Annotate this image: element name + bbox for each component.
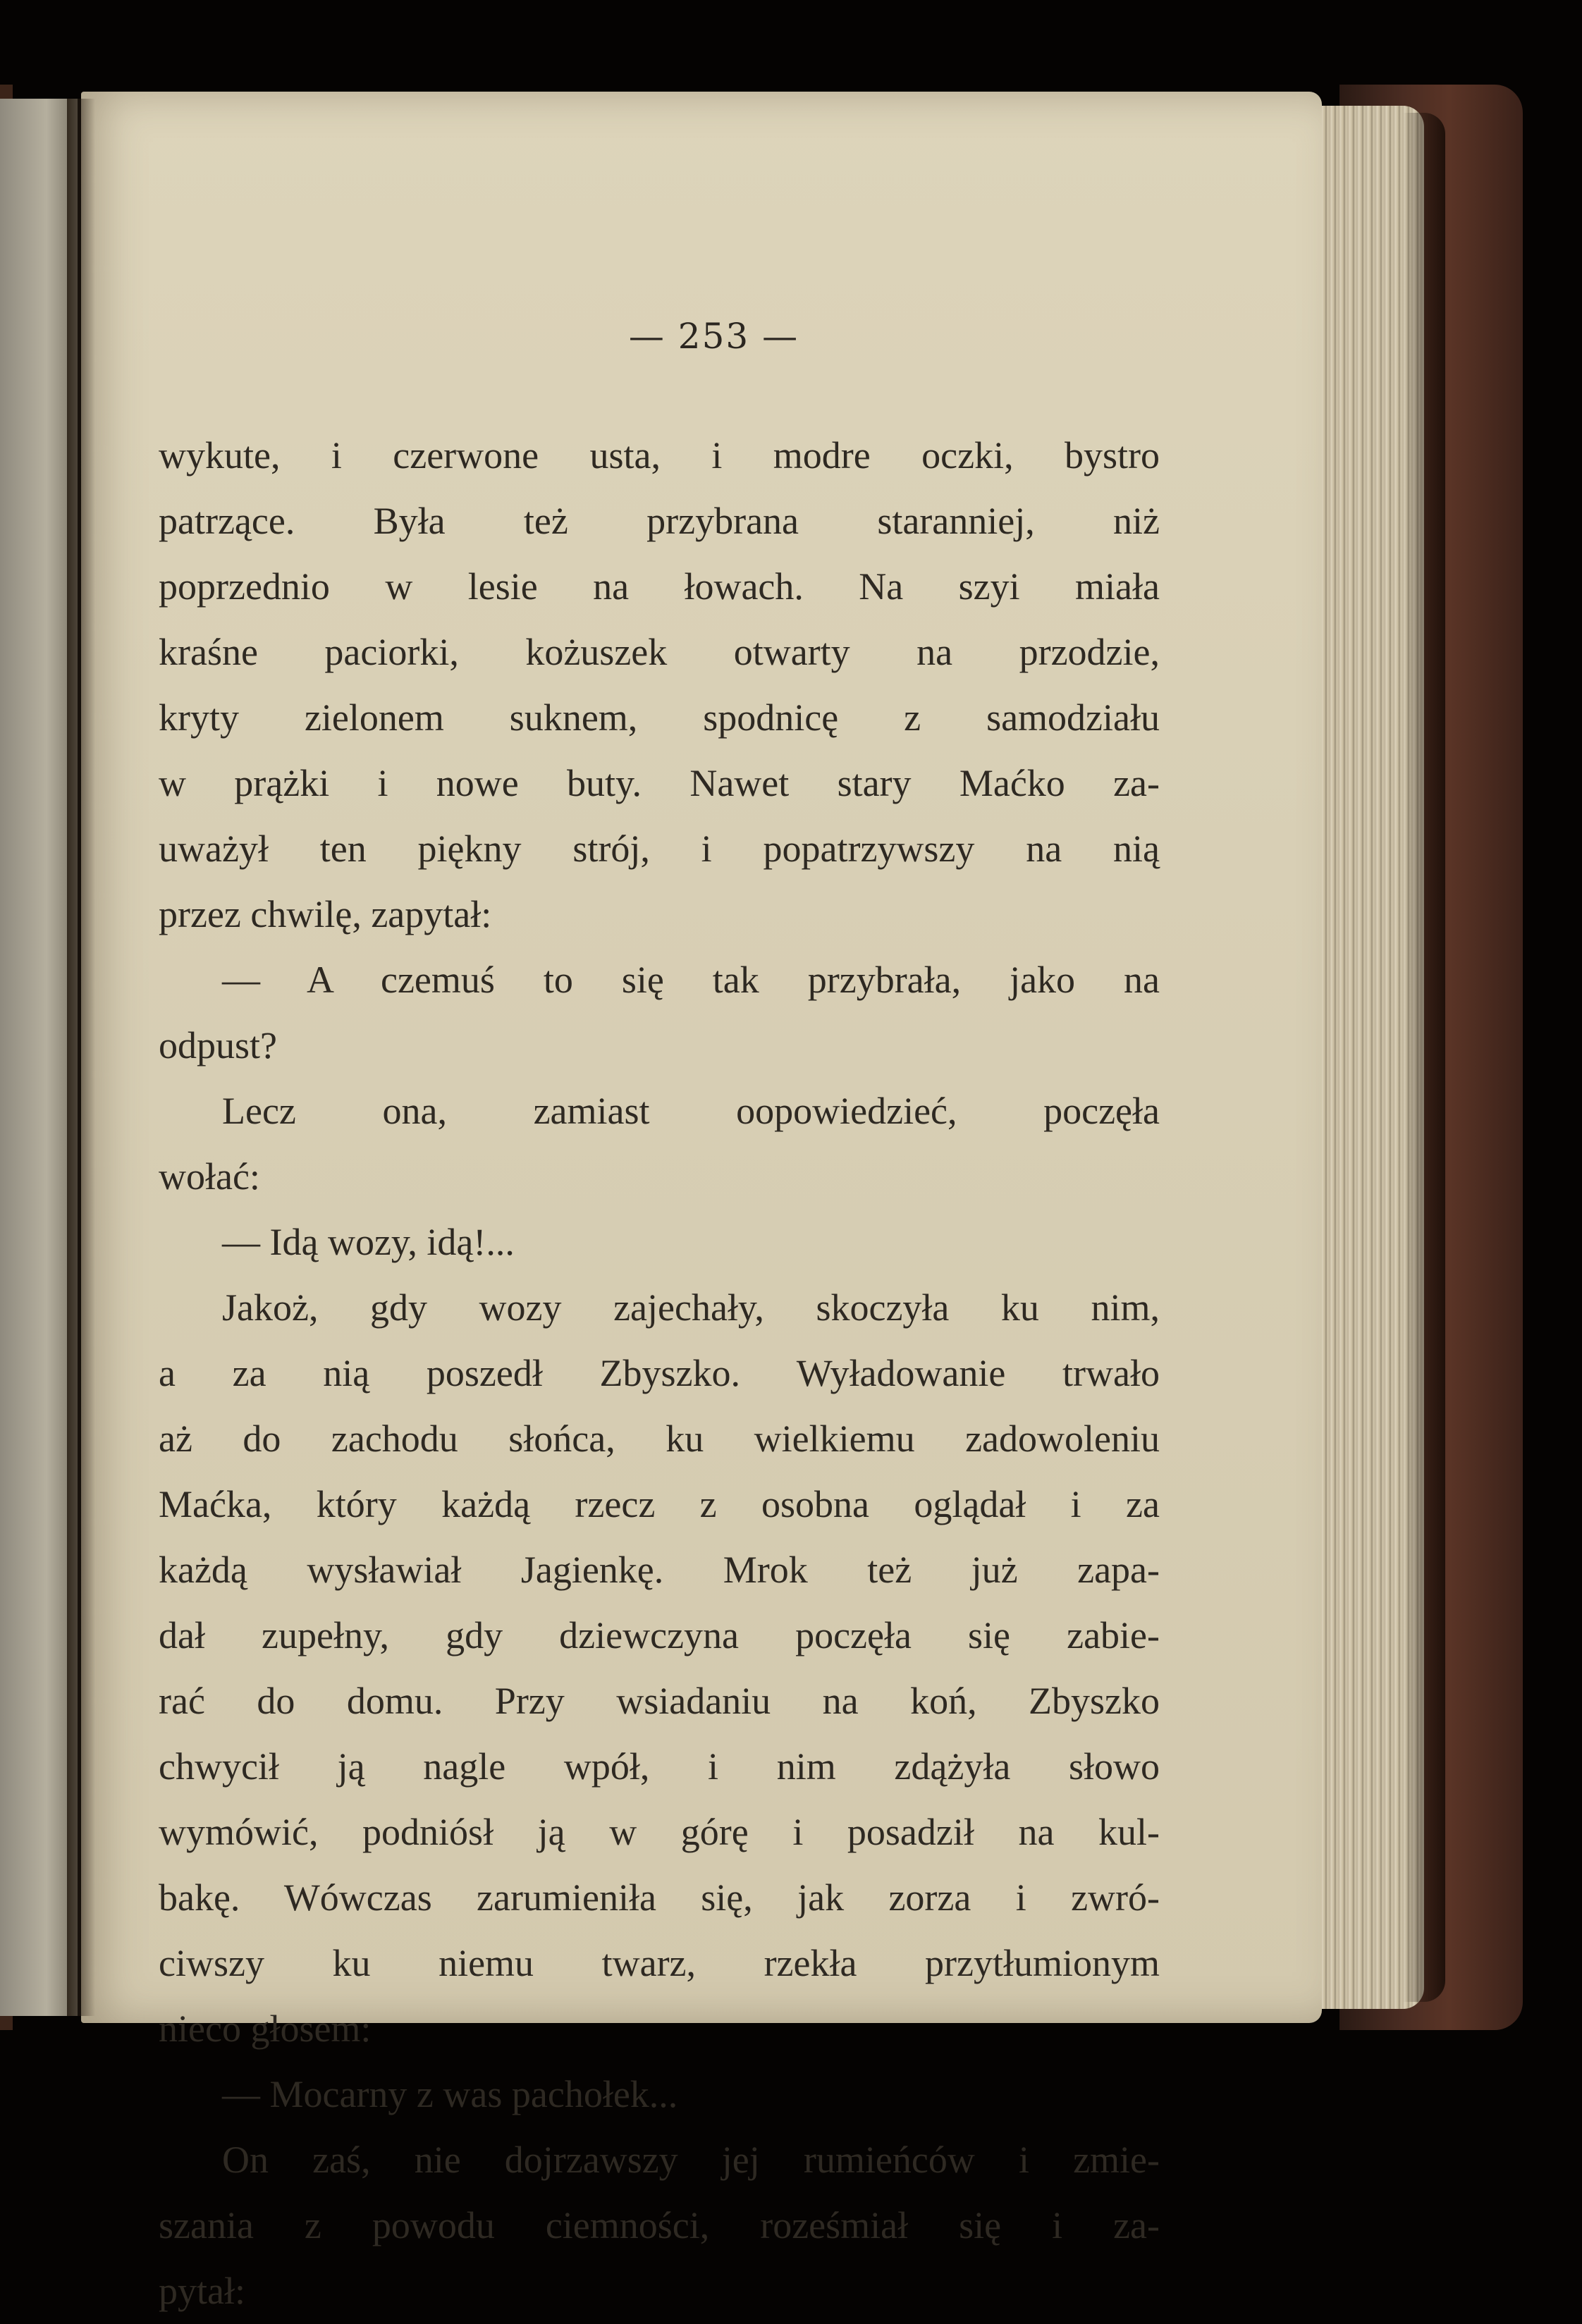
text-line: ciwszy ku niemu twarz, rzekła przytłumionym: [159, 1942, 1160, 1984]
text-line: — Mocarny z was pachołek...: [222, 2073, 678, 2115]
text-line: wykute, i czerwone usta, i modre oczki, bystro: [159, 434, 1160, 477]
text-line: kraśne paciorki, kożuszek otwarty na przodzie,: [159, 631, 1160, 673]
text-line: rać do domu. Przy wsiadaniu na koń, Zbyszko: [159, 1680, 1160, 1722]
page-text: [159, 423, 1160, 2324]
text-line: On zaś, nie dojrzawszy jej rumieńców i zmie-: [222, 2139, 1160, 2181]
text-line: przez chwilę, zapytał:: [159, 893, 492, 935]
text-line: patrzące. Była też przybrana staranniej, niż: [159, 500, 1160, 542]
text-line: odpust?: [159, 1024, 277, 1066]
text-line: kryty zielonem suknem, spodnicę z samodziału: [159, 696, 1160, 739]
text-line: dał zupełny, gdy dziewczyna poczęła się zabie-: [159, 1614, 1160, 1656]
text-line: każdą wysławiał Jagienkę. Mrok też już zapa-: [159, 1549, 1160, 1591]
text-line: a za nią poszedł Zbyszko. Wyładowanie trwało: [159, 1352, 1160, 1394]
text-line: aż do zachodu słońca, ku wielkiemu zadowoleniu: [159, 1418, 1160, 1460]
text-line: w prążki i nowe buty. Nawet stary Maćko za-: [159, 762, 1160, 804]
text-line: — A czemuś to się tak przybrała, jako na: [222, 959, 1160, 1001]
facing-page-sliver: [0, 99, 78, 2016]
text-line: chwycił ją nagle wpół, i nim zdążyła słowo: [159, 1745, 1160, 1788]
text-line: wołać:: [159, 1155, 260, 1198]
text-line: — Idą wozy, idą!...: [222, 1221, 515, 1263]
text-line: poprzednio w lesie na łowach. Na szyi miała: [159, 565, 1160, 608]
text-line: pytał:: [159, 2270, 245, 2312]
text-line: nieco głosem:: [159, 2008, 372, 2050]
text-line: Jakoż, gdy wozy zajechały, skoczyła ku nim,: [222, 1286, 1160, 1329]
book-page: [81, 92, 1322, 2312]
page-number: — 253 —: [628, 316, 799, 357]
page-edges-shadow: [1403, 113, 1445, 2002]
text-line: szania z powodu ciemności, roześmiał się i za-: [159, 2204, 1160, 2246]
text-line: uważył ten piękny strój, i popatrzywszy na nią: [159, 828, 1160, 870]
text-line: bakę. Wówczas zarumieniła się, jak zorza i zwró-: [159, 1876, 1160, 1919]
book-gutter-shadow: [67, 99, 95, 2016]
text-line: Lecz ona, zamiast oopowiedzieć, poczęła: [222, 1090, 1160, 1132]
text-line: Maćka, który każdą rzecz z osobna oglądał i za: [159, 1483, 1160, 1525]
text-line: wymówić, podniósł ją w górę i posadził na kul-: [159, 1811, 1160, 1853]
